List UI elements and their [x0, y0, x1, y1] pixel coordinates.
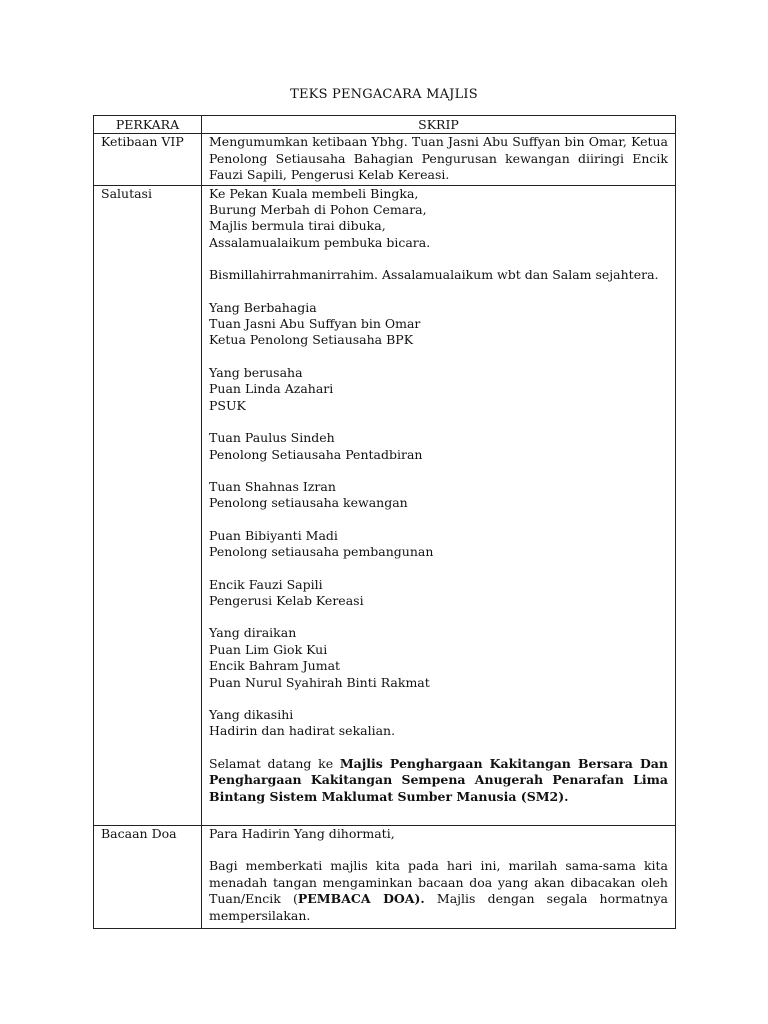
pantun-line: Ke Pekan Kuala membeli Bingka, [209, 185, 419, 201]
salutation-line: Yang diraikan [209, 625, 297, 641]
label-bacaan-doa: Bacaan Doa [94, 826, 202, 929]
salutation-line: Encik Fauzi Sapili [209, 576, 323, 592]
label-salutasi: Salutasi [94, 185, 202, 825]
header-skrip: SKRIP [202, 116, 676, 134]
pantun-line: Majlis bermula tirai dibuka, [209, 218, 386, 234]
table-header-row [94, 116, 676, 134]
salutation-line: Penolong Setiausaha Pentadbiran [209, 446, 423, 462]
greeting-line: Bismillahirrahmanirrahim. Assalamualaikum wbt dan Salam sejahtera. [209, 267, 659, 283]
salutation-line: Tuan Shahnas Izran [209, 478, 336, 494]
salutation-line: Encik Bahram Jumat [209, 658, 341, 674]
salutation-line: Yang Berbahagia [209, 299, 317, 315]
doa-paragraph [209, 858, 668, 924]
salutation-shahnas [209, 479, 668, 512]
doa-text-suffix: Majlis dengan segala hormatnya mempersilakan. [209, 891, 668, 923]
pantun-line: Burung Merbah di Pohon Cemara, [209, 202, 427, 218]
salutation-bibiyanti [209, 528, 668, 561]
salutation-line: Tuan Jasni Abu Suffyan bin Omar [209, 316, 421, 332]
row-ketibaan-vip [94, 134, 676, 185]
welcome-paragraph [209, 756, 668, 805]
greeting-block [209, 267, 668, 283]
pantun-line: Assalamualaikum pembuka bicara. [209, 234, 431, 250]
pembaca-doa: PEMBACA DOA). [297, 891, 425, 907]
welcome-prefix: Selamat datang ke [209, 755, 340, 771]
salutation-line: Penolong setiausaha pembangunan [209, 544, 434, 560]
doa-text-prefix: Bagi memberkati majlis kita pada hari ini, marilah sama-sama kita menadah tangan mengaminkan bacaan doa yang akan dibacakan oleh Tuan/Encik ( [209, 858, 668, 907]
event-name: Majlis Penghargaan Kakitangan Bersara Dan Penghargaan Kakitangan Sempena Anugerah Penarafan Lima Bintang Sistem Maklumat Sumber Manusia (SM2). [209, 755, 668, 804]
header-perkara: PERKARA [94, 116, 202, 134]
salutation-line: Tuan Paulus Sindeh [209, 430, 335, 446]
label-ketibaan-vip: Ketibaan VIP [94, 134, 202, 185]
vip-paragraph: Mengumumkan ketibaan Ybhg. Tuan Jasni Abu Suffyan bin Omar, Ketua Penolong Setiausaha Bahagian Pengurusan kewangan diiringi Encik Fauzi Sapili, Pengerusi Kelab Kereasi. [209, 134, 668, 183]
pantun-block [209, 186, 668, 252]
salutation-line: Ketua Penolong Setiausaha BPK [209, 332, 414, 348]
salutation-dikasihi [209, 707, 668, 740]
salutation-line: Puan Bibiyanti Madi [209, 527, 338, 543]
salutation-line: Puan Linda Azahari [209, 381, 334, 397]
salutation-line: Pengerusi Kelab Kereasi [209, 592, 364, 608]
doa-opening [209, 826, 668, 842]
text-salutasi [202, 185, 676, 825]
page-title: TEKS PENGACARA MAJLIS [290, 87, 478, 102]
salutation-berbahagia [209, 300, 668, 349]
salutation-paulus [209, 430, 668, 463]
script-table [93, 115, 676, 929]
salutation-diraikan [209, 625, 668, 691]
salutation-fauzi [209, 577, 668, 610]
salutation-line: Puan Nurul Syahirah Binti Rakmat [209, 674, 430, 690]
salutation-line: Puan Lim Giok Kui [209, 641, 328, 657]
row-salutasi [94, 185, 676, 825]
doa-opening-line: Para Hadirin Yang dihormati, [209, 826, 395, 841]
salutation-line: PSUK [209, 397, 246, 413]
salutation-line: Yang berusaha [209, 364, 303, 380]
salutation-line: Penolong setiausaha kewangan [209, 495, 408, 511]
salutation-line: Yang dikasihi [209, 706, 294, 722]
row-bacaan-doa [94, 826, 676, 929]
text-bacaan-doa [202, 826, 676, 929]
salutation-berusaha [209, 365, 668, 414]
salutation-line: Hadirin dan hadirat sekalian. [209, 723, 396, 739]
text-ketibaan-vip [202, 134, 676, 185]
